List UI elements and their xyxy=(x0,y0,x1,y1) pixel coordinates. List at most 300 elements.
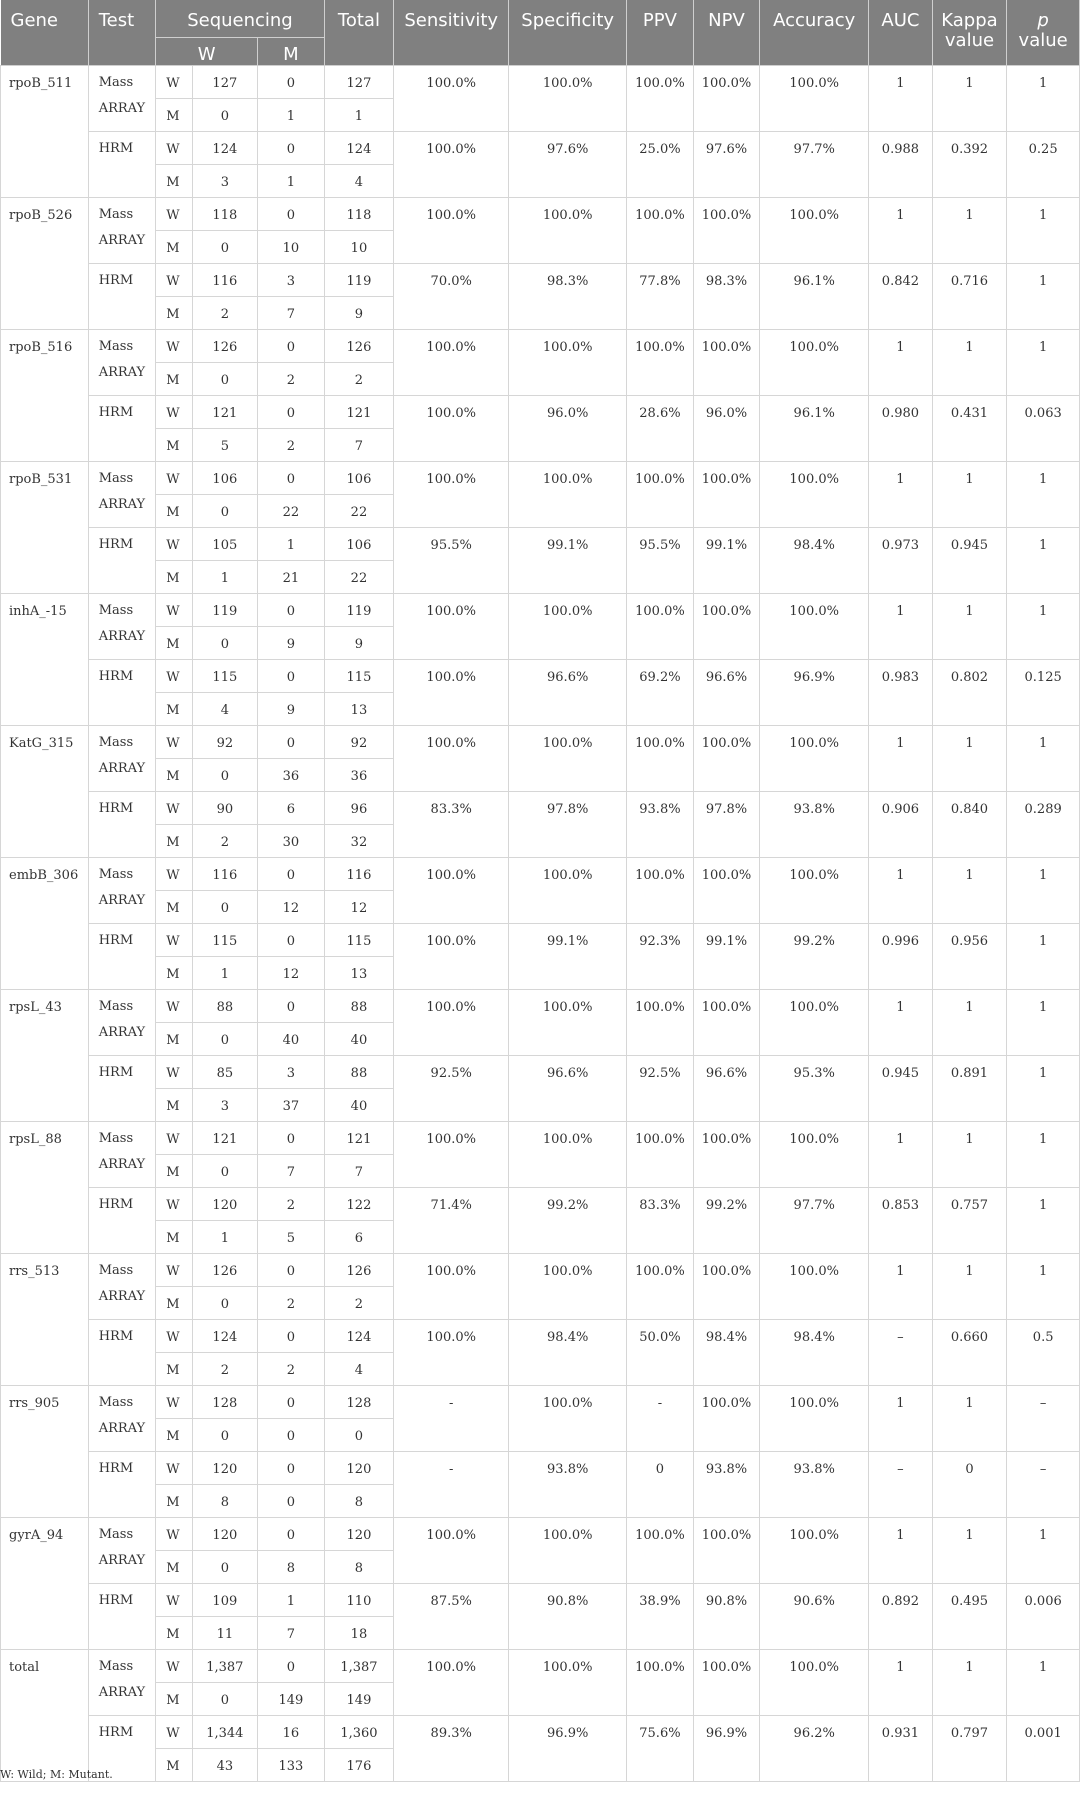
ppv-cell: 100.0% xyxy=(627,725,694,791)
total-cell: 1,387 xyxy=(324,1649,394,1682)
row-label-m: M xyxy=(156,1418,192,1451)
kappa-cell: 1 xyxy=(932,1121,1007,1187)
specificity-cell: 99.1% xyxy=(509,923,627,989)
total-cell: 121 xyxy=(324,1121,394,1154)
kappa-cell: 0.945 xyxy=(932,527,1007,593)
ppv-cell: 100.0% xyxy=(627,329,694,395)
seq-w-cell: 120 xyxy=(192,1451,258,1484)
test-cell: Mass ARRAY xyxy=(88,65,156,131)
table-row xyxy=(1,1253,1080,1286)
seq-w-cell: 115 xyxy=(192,659,258,692)
total-cell: 126 xyxy=(324,1253,394,1286)
table-row xyxy=(1,527,1080,560)
ppv-cell: 77.8% xyxy=(627,263,694,329)
seq-m-cell: 2 xyxy=(258,1352,325,1385)
p-value-cell: 1 xyxy=(1007,989,1080,1055)
header-total: Total xyxy=(324,0,394,65)
ppv-cell: 28.6% xyxy=(627,395,694,461)
total-cell: 8 xyxy=(324,1484,394,1517)
total-cell: 122 xyxy=(324,1187,394,1220)
auc-cell: 1 xyxy=(869,329,933,395)
total-cell: 121 xyxy=(324,395,394,428)
npv-cell: 100.0% xyxy=(693,197,760,263)
total-cell: 12 xyxy=(324,890,394,923)
row-label-w: W xyxy=(156,197,192,230)
sensitivity-cell: 100.0% xyxy=(394,593,509,659)
test-cell: HRM xyxy=(88,791,156,857)
table-row xyxy=(1,1055,1080,1088)
gene-cell: rpoB_531 xyxy=(1,461,89,593)
specificity-cell: 96.6% xyxy=(509,659,627,725)
p-value-cell: – xyxy=(1007,1451,1080,1517)
ppv-cell: 38.9% xyxy=(627,1583,694,1649)
seq-w-cell: 115 xyxy=(192,923,258,956)
specificity-cell: 97.8% xyxy=(509,791,627,857)
npv-cell: 99.2% xyxy=(693,1187,760,1253)
auc-cell: 1 xyxy=(869,725,933,791)
p-value-cell: 0.001 xyxy=(1007,1715,1080,1781)
npv-cell: 100.0% xyxy=(693,1517,760,1583)
seq-m-cell: 2 xyxy=(258,1286,325,1319)
test-cell: Mass ARRAY xyxy=(88,1253,156,1319)
specificity-cell: 100.0% xyxy=(509,725,627,791)
gene-cell: rpoB_526 xyxy=(1,197,89,329)
auc-cell: 0.906 xyxy=(869,791,933,857)
total-cell: 124 xyxy=(324,1319,394,1352)
total-cell: 128 xyxy=(324,1385,394,1418)
p-value-cell: – xyxy=(1007,1385,1080,1451)
accuracy-cell: 97.7% xyxy=(760,131,869,197)
auc-cell: 0.988 xyxy=(869,131,933,197)
row-label-w: W xyxy=(156,1121,192,1154)
row-label-m: M xyxy=(156,1022,192,1055)
header-test: Test xyxy=(88,0,156,65)
npv-cell: 97.6% xyxy=(693,131,760,197)
test-cell: HRM xyxy=(88,131,156,197)
p-value-cell: 1 xyxy=(1007,1253,1080,1319)
accuracy-cell: 100.0% xyxy=(760,593,869,659)
seq-w-cell: 120 xyxy=(192,1187,258,1220)
seq-m-cell: 0 xyxy=(258,1451,325,1484)
row-label-m: M xyxy=(156,1154,192,1187)
seq-w-cell: 119 xyxy=(192,593,258,626)
accuracy-cell: 90.6% xyxy=(760,1583,869,1649)
auc-cell: 1 xyxy=(869,1121,933,1187)
gene-cell: rpsL_43 xyxy=(1,989,89,1121)
specificity-cell: 96.0% xyxy=(509,395,627,461)
total-cell: 8 xyxy=(324,1550,394,1583)
gene-cell: total xyxy=(1,1649,89,1781)
table-body xyxy=(1,65,1080,1781)
ppv-cell: 95.5% xyxy=(627,527,694,593)
seq-w-cell: 90 xyxy=(192,791,258,824)
sensitivity-cell: 100.0% xyxy=(394,1253,509,1319)
seq-m-cell: 0 xyxy=(258,1385,325,1418)
table-row xyxy=(1,1517,1080,1550)
npv-cell: 100.0% xyxy=(693,1253,760,1319)
seq-w-cell: 0 xyxy=(192,1154,258,1187)
seq-m-cell: 0 xyxy=(258,593,325,626)
specificity-cell: 99.2% xyxy=(509,1187,627,1253)
p-value-cell: 1 xyxy=(1007,461,1080,527)
seq-w-cell: 121 xyxy=(192,395,258,428)
seq-w-cell: 128 xyxy=(192,1385,258,1418)
accuracy-cell: 93.8% xyxy=(760,1451,869,1517)
total-cell: 10 xyxy=(324,230,394,263)
table-row xyxy=(1,65,1080,98)
seq-w-cell: 0 xyxy=(192,1022,258,1055)
total-cell: 40 xyxy=(324,1088,394,1121)
total-cell: 119 xyxy=(324,593,394,626)
npv-cell: 100.0% xyxy=(693,593,760,659)
accuracy-cell: 97.7% xyxy=(760,1187,869,1253)
row-label-w: W xyxy=(156,923,192,956)
specificity-cell: 96.9% xyxy=(509,1715,627,1781)
total-cell: 116 xyxy=(324,857,394,890)
total-cell: 36 xyxy=(324,758,394,791)
sensitivity-cell: 95.5% xyxy=(394,527,509,593)
seq-m-cell: 0 xyxy=(258,1649,325,1682)
table-row xyxy=(1,1121,1080,1154)
kappa-cell: 0.392 xyxy=(932,131,1007,197)
row-label-w: W xyxy=(156,1055,192,1088)
accuracy-cell: 98.4% xyxy=(760,527,869,593)
row-label-m: M xyxy=(156,1352,192,1385)
kappa-cell: 0.891 xyxy=(932,1055,1007,1121)
ppv-cell: 100.0% xyxy=(627,989,694,1055)
seq-w-cell: 85 xyxy=(192,1055,258,1088)
ppv-cell: 100.0% xyxy=(627,197,694,263)
row-label-m: M xyxy=(156,362,192,395)
seq-w-cell: 88 xyxy=(192,989,258,1022)
accuracy-cell: 96.2% xyxy=(760,1715,869,1781)
specificity-cell: 100.0% xyxy=(509,1121,627,1187)
sensitivity-cell: 70.0% xyxy=(394,263,509,329)
seq-m-cell: 8 xyxy=(258,1550,325,1583)
specificity-cell: 100.0% xyxy=(509,461,627,527)
table-row xyxy=(1,131,1080,164)
kappa-cell: 1 xyxy=(932,329,1007,395)
npv-cell: 100.0% xyxy=(693,1649,760,1715)
specificity-cell: 98.3% xyxy=(509,263,627,329)
test-cell: Mass ARRAY xyxy=(88,197,156,263)
accuracy-cell: 100.0% xyxy=(760,461,869,527)
sensitivity-cell: 100.0% xyxy=(394,197,509,263)
sensitivity-cell: 100.0% xyxy=(394,461,509,527)
total-cell: 4 xyxy=(324,164,394,197)
test-cell: Mass ARRAY xyxy=(88,1121,156,1187)
kappa-cell: 0.840 xyxy=(932,791,1007,857)
seq-w-cell: 5 xyxy=(192,428,258,461)
auc-cell: – xyxy=(869,1451,933,1517)
seq-m-cell: 9 xyxy=(258,692,325,725)
row-label-m: M xyxy=(156,164,192,197)
p-value-cell: 0.063 xyxy=(1007,395,1080,461)
sensitivity-cell: 100.0% xyxy=(394,395,509,461)
total-cell: 22 xyxy=(324,494,394,527)
p-value-cell: 0.125 xyxy=(1007,659,1080,725)
npv-cell: 96.6% xyxy=(693,659,760,725)
seq-m-cell: 0 xyxy=(258,1484,325,1517)
row-label-w: W xyxy=(156,1451,192,1484)
seq-w-cell: 121 xyxy=(192,1121,258,1154)
kappa-cell: 1 xyxy=(932,1649,1007,1715)
header-p-italic: p xyxy=(1037,10,1049,31)
seq-w-cell: 126 xyxy=(192,329,258,362)
p-value-cell: 1 xyxy=(1007,527,1080,593)
seq-m-cell: 133 xyxy=(258,1748,325,1781)
test-cell: HRM xyxy=(88,923,156,989)
row-label-m: M xyxy=(156,1616,192,1649)
test-cell: HRM xyxy=(88,395,156,461)
p-value-cell: 1 xyxy=(1007,857,1080,923)
seq-w-cell: 106 xyxy=(192,461,258,494)
auc-cell: 1 xyxy=(869,1385,933,1451)
header-sensitivity: Sensitivity xyxy=(394,0,509,65)
npv-cell: 99.1% xyxy=(693,923,760,989)
header-seq-m: M xyxy=(258,37,325,65)
specificity-cell: 100.0% xyxy=(509,197,627,263)
seq-m-cell: 7 xyxy=(258,1154,325,1187)
row-label-w: W xyxy=(156,659,192,692)
ppv-cell: 100.0% xyxy=(627,1253,694,1319)
auc-cell: 1 xyxy=(869,1517,933,1583)
total-cell: 9 xyxy=(324,296,394,329)
npv-cell: 96.9% xyxy=(693,1715,760,1781)
test-cell: Mass ARRAY xyxy=(88,461,156,527)
seq-m-cell: 22 xyxy=(258,494,325,527)
table-row xyxy=(1,1385,1080,1418)
row-label-w: W xyxy=(156,263,192,296)
p-value-cell: 1 xyxy=(1007,1517,1080,1583)
row-label-m: M xyxy=(156,494,192,527)
row-label-w: W xyxy=(156,1517,192,1550)
test-cell: Mass ARRAY xyxy=(88,1385,156,1451)
accuracy-cell: 93.8% xyxy=(760,791,869,857)
header-npv: NPV xyxy=(693,0,760,65)
specificity-cell: 96.6% xyxy=(509,1055,627,1121)
total-cell: 2 xyxy=(324,1286,394,1319)
auc-cell: 0.996 xyxy=(869,923,933,989)
row-label-w: W xyxy=(156,1187,192,1220)
seq-w-cell: 43 xyxy=(192,1748,258,1781)
test-cell: HRM xyxy=(88,1451,156,1517)
header-p-value xyxy=(1007,0,1080,65)
row-label-w: W xyxy=(156,989,192,1022)
kappa-cell: 0.802 xyxy=(932,659,1007,725)
seq-w-cell: 126 xyxy=(192,1253,258,1286)
header-ppv: PPV xyxy=(627,0,694,65)
seq-m-cell: 7 xyxy=(258,296,325,329)
total-cell: 92 xyxy=(324,725,394,758)
kappa-cell: 0.716 xyxy=(932,263,1007,329)
sensitivity-cell: 100.0% xyxy=(394,1649,509,1715)
row-label-m: M xyxy=(156,428,192,461)
header-gene: Gene xyxy=(1,0,89,65)
table-row xyxy=(1,593,1080,626)
total-cell: 0 xyxy=(324,1418,394,1451)
header-kappa: Kappa value xyxy=(932,0,1007,65)
seq-w-cell: 0 xyxy=(192,1286,258,1319)
table-row xyxy=(1,989,1080,1022)
seq-w-cell: 3 xyxy=(192,164,258,197)
total-cell: 9 xyxy=(324,626,394,659)
kappa-cell: 1 xyxy=(932,1517,1007,1583)
sensitivity-cell: - xyxy=(394,1385,509,1451)
seq-m-cell: 1 xyxy=(258,164,325,197)
table-row xyxy=(1,923,1080,956)
total-cell: 96 xyxy=(324,791,394,824)
ppv-cell: 50.0% xyxy=(627,1319,694,1385)
seq-m-cell: 0 xyxy=(258,923,325,956)
row-label-m: M xyxy=(156,692,192,725)
row-label-w: W xyxy=(156,791,192,824)
gene-cell: gyrA_94 xyxy=(1,1517,89,1649)
test-cell: HRM xyxy=(88,1319,156,1385)
kappa-cell: 1 xyxy=(932,461,1007,527)
seq-m-cell: 2 xyxy=(258,362,325,395)
seq-m-cell: 1 xyxy=(258,98,325,131)
total-cell: 6 xyxy=(324,1220,394,1253)
seq-w-cell: 0 xyxy=(192,1682,258,1715)
sensitivity-cell: - xyxy=(394,1451,509,1517)
test-cell: HRM xyxy=(88,1583,156,1649)
seq-m-cell: 0 xyxy=(258,1253,325,1286)
sensitivity-cell: 100.0% xyxy=(394,989,509,1055)
seq-m-cell: 0 xyxy=(258,1418,325,1451)
row-label-w: W xyxy=(156,395,192,428)
seq-m-cell: 0 xyxy=(258,395,325,428)
seq-m-cell: 36 xyxy=(258,758,325,791)
total-cell: 13 xyxy=(324,692,394,725)
sensitivity-cell: 100.0% xyxy=(394,857,509,923)
total-cell: 4 xyxy=(324,1352,394,1385)
sensitivity-cell: 89.3% xyxy=(394,1715,509,1781)
npv-cell: 100.0% xyxy=(693,1121,760,1187)
test-cell: Mass ARRAY xyxy=(88,725,156,791)
row-label-w: W xyxy=(156,65,192,98)
specificity-cell: 100.0% xyxy=(509,593,627,659)
seq-w-cell: 0 xyxy=(192,494,258,527)
seq-m-cell: 0 xyxy=(258,1517,325,1550)
kappa-cell: 0 xyxy=(932,1451,1007,1517)
ppv-cell: 92.5% xyxy=(627,1055,694,1121)
total-cell: 106 xyxy=(324,527,394,560)
seq-m-cell: 2 xyxy=(258,428,325,461)
total-cell: 1 xyxy=(324,98,394,131)
row-label-m: M xyxy=(156,1550,192,1583)
header-accuracy: Accuracy xyxy=(760,0,869,65)
ppv-cell: 75.6% xyxy=(627,1715,694,1781)
p-value-cell: 1 xyxy=(1007,593,1080,659)
seq-m-cell: 5 xyxy=(258,1220,325,1253)
row-label-m: M xyxy=(156,230,192,263)
test-cell: HRM xyxy=(88,1715,156,1781)
p-value-cell: 1 xyxy=(1007,329,1080,395)
seq-m-cell: 12 xyxy=(258,890,325,923)
table-row xyxy=(1,1319,1080,1352)
accuracy-cell: 100.0% xyxy=(760,65,869,131)
kappa-cell: 1 xyxy=(932,197,1007,263)
auc-cell: 1 xyxy=(869,593,933,659)
test-cell: Mass ARRAY xyxy=(88,329,156,395)
gene-cell: rrs_905 xyxy=(1,1385,89,1517)
kappa-cell: 1 xyxy=(932,1385,1007,1451)
accuracy-cell: 99.2% xyxy=(760,923,869,989)
total-cell: 127 xyxy=(324,65,394,98)
p-value-cell: 0.5 xyxy=(1007,1319,1080,1385)
test-cell: HRM xyxy=(88,1187,156,1253)
ppv-cell: 0 xyxy=(627,1451,694,1517)
ppv-cell: 100.0% xyxy=(627,857,694,923)
sensitivity-cell: 100.0% xyxy=(394,1319,509,1385)
row-label-m: M xyxy=(156,560,192,593)
ppv-cell: 93.8% xyxy=(627,791,694,857)
total-cell: 120 xyxy=(324,1517,394,1550)
auc-cell: 1 xyxy=(869,461,933,527)
seq-m-cell: 0 xyxy=(258,989,325,1022)
npv-cell: 93.8% xyxy=(693,1451,760,1517)
row-label-w: W xyxy=(156,461,192,494)
p-value-cell: 1 xyxy=(1007,197,1080,263)
accuracy-cell: 96.1% xyxy=(760,395,869,461)
sensitivity-cell: 100.0% xyxy=(394,923,509,989)
row-label-m: M xyxy=(156,1682,192,1715)
specificity-cell: 100.0% xyxy=(509,1517,627,1583)
auc-cell: 1 xyxy=(869,1253,933,1319)
row-label-m: M xyxy=(156,1748,192,1781)
seq-w-cell: 127 xyxy=(192,65,258,98)
sensitivity-cell: 100.0% xyxy=(394,131,509,197)
gene-cell: rrs_513 xyxy=(1,1253,89,1385)
ppv-cell: 100.0% xyxy=(627,1121,694,1187)
sensitivity-cell: 100.0% xyxy=(394,329,509,395)
specificity-cell: 100.0% xyxy=(509,857,627,923)
header-auc: AUC xyxy=(869,0,933,65)
p-value-cell: 0.289 xyxy=(1007,791,1080,857)
ppv-cell: 92.3% xyxy=(627,923,694,989)
accuracy-cell: 100.0% xyxy=(760,1517,869,1583)
seq-m-cell: 0 xyxy=(258,461,325,494)
ppv-cell: 83.3% xyxy=(627,1187,694,1253)
total-cell: 88 xyxy=(324,1055,394,1088)
row-label-m: M xyxy=(156,956,192,989)
seq-w-cell: 116 xyxy=(192,263,258,296)
kappa-cell: 0.660 xyxy=(932,1319,1007,1385)
seq-m-cell: 0 xyxy=(258,659,325,692)
auc-cell: 0.842 xyxy=(869,263,933,329)
kappa-cell: 0.757 xyxy=(932,1187,1007,1253)
specificity-cell: 97.6% xyxy=(509,131,627,197)
seq-w-cell: 0 xyxy=(192,890,258,923)
npv-cell: 98.3% xyxy=(693,263,760,329)
row-label-w: W xyxy=(156,527,192,560)
total-cell: 7 xyxy=(324,1154,394,1187)
kappa-cell: 1 xyxy=(932,989,1007,1055)
test-cell: Mass ARRAY xyxy=(88,1517,156,1583)
row-label-w: W xyxy=(156,1583,192,1616)
header-seq-w: W xyxy=(156,37,258,65)
seq-m-cell: 0 xyxy=(258,1121,325,1154)
row-label-m: M xyxy=(156,1220,192,1253)
test-cell: Mass ARRAY xyxy=(88,857,156,923)
kappa-cell: 0.797 xyxy=(932,1715,1007,1781)
accuracy-cell: 100.0% xyxy=(760,197,869,263)
seq-m-cell: 3 xyxy=(258,1055,325,1088)
table-row xyxy=(1,791,1080,824)
table-row xyxy=(1,1583,1080,1616)
row-label-w: W xyxy=(156,329,192,362)
